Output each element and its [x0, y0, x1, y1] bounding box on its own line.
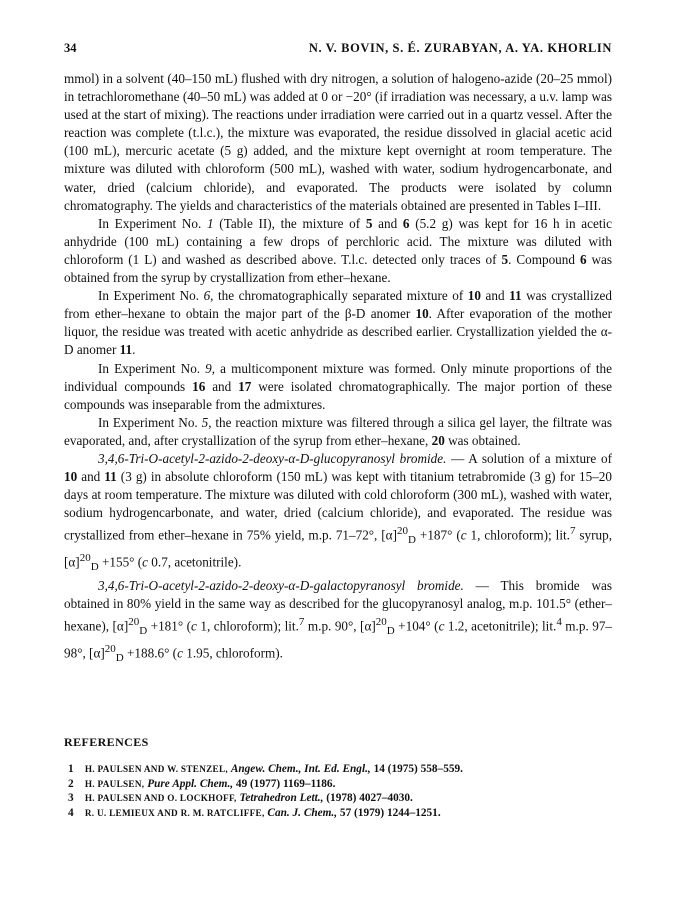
compound-title: 3,4,6-Tri-O-acetyl-2-azido-2-deoxy-α-D-glucopyranosyl bromide. [98, 450, 447, 466]
page-number: 34 [64, 41, 77, 55]
running-header [64, 41, 612, 57]
reference-item: 2 H. PAULSEN, Pure Appl. Chem., 49 (1977) 1169–1186. [68, 777, 336, 790]
article-body [64, 70, 612, 667]
paragraph-experiment-6: In Experiment No. 6, the chromatographically separated mixture of 10 and 11 was crystallized from ether–hexane to obtain the major part of the β-D anomer 10. After evaporation of the mother liquor, the residue was treated with acetic anhydride as described earlier. Crystallization yielded the α-D anomer 11. [64, 288, 612, 358]
compound-title: 3,4,6-Tri-O-acetyl-2-azido-2-deoxy-α-D-galactopyranosyl bromide. [98, 577, 464, 593]
paragraph-glucopyranosyl-bromide: 3,4,6-Tri-O-acetyl-2-azido-2-deoxy-α-D-glucopyranosyl bromide. — A solution of a mixture of 10 and 11 (3 g) in absolute chloroform (150 mL) was kept with titanium tetrabromide (3 g) for 15–20 days at room temperature. The mixture was diluted with cold chloroform (300 mL), washed with water, sodium hydrogencarbonate, and water, dried (calcium chloride), and evaporated. The residue was crystallized from ether–hexane in 75% yield, m.p. 71–72°, $[\alpha]^{20}_D +187^\circ$ (c 1, chloroform); lit.$^7$ syrup, $[\alpha]^{20}_D +155^\circ$ (c 0.7, acetonitrile). [64, 450, 612, 574]
paragraph-experiment-9: In Experiment No. 9, a multicomponent mixture was formed. Only minute proportions of the individual compounds 16 and 17 were isolated chromatographically. The major portion of these compounds was inseparable from the admixtures. [64, 360, 612, 412]
running-head-authors: N. V. BOVIN, S. É. ZURABYAN, A. YA. KHORLIN [308, 41, 612, 55]
references-heading: REFERENCES [64, 735, 149, 749]
paragraph-experiment-5: In Experiment No. 5, the reaction mixture was filtered through a silica gel layer, the filtrate was evaporated, and, after crystallization of the syrup from ether–hexane, 20 was obtained. [64, 414, 613, 448]
reference-item: 4 R. U. LEMIEUX AND R. M. RATCLIFFE, Can. J. Chem., 57 (1979) 1244–1251. [68, 806, 441, 819]
paragraph-experiment-1: In Experiment No. 1 (Table II), the mixture of 5 and 6 (5.2 g) was kept for 16 h in acetic anhydride (100 mL) containing a few drops of perchloric acid. The mixture was diluted with chloroform (1 L) and washed as described above. T.l.c. detected only traces of 5. Compound 6 was obtained from the syrup by crystallization from ether–hexane. [64, 215, 613, 286]
paragraph-galactopyranosyl-bromide: 3,4,6-Tri-O-acetyl-2-azido-2-deoxy-α-D-galactopyranosyl bromide. — This bromide was obtained in 80% yield in the same way as described for the glucopyranosyl analog, m.p. 101.5° (ether–hexane), $[\alpha]^{20}_D +181^\circ$ (c 1, chloroform); lit.$^7$ m.p. 90°, $[\alpha]^{20}_D +104^\circ$ (c 1.2, acetonitrile); lit.$^4$ m.p. 97–98°, $[\alpha]^{20}_D +188.6^\circ$ (c 1.95, chloroform). [64, 577, 613, 664]
paragraph-procedure: mmol) in a solvent (40–150 mL) flushed with dry nitrogen, a solution of halogeno-azide (20–25 mmol) in tetrachloromethane (40–50 mL) was added at 0 or −20° (if irradiation was necessary, a u.v. lamp was used at the start of mixing). The reactions under irradiation were carried out in a quartz vessel. After the reaction was complete (t.l.c.), the mixture was evaporated, the residue dissolved in glacial acetic acid (100 mL), mercuric acetate (5 g) added, and the mixture kept overnight at room temperature. The mixture was diluted with chloroform (500 mL), washed with water, sodium hydrogencarbonate, and water, dried (calcium chloride), and evaporated. The products were isolated by column chromatography. The yields and characteristics of the materials obtained are presented in Tables I–III. [64, 71, 612, 213]
reference-item: 3 H. PAULSEN AND O. LOCKHOFF, Tetrahedron Lett., (1978) 4027–4030. [68, 792, 413, 805]
reference-item: 1 H. PAULSEN AND W. STENZEL, Angew. Chem., Int. Ed. Engl., 14 (1975) 558–559. [68, 763, 463, 775]
reference-list [64, 762, 612, 820]
